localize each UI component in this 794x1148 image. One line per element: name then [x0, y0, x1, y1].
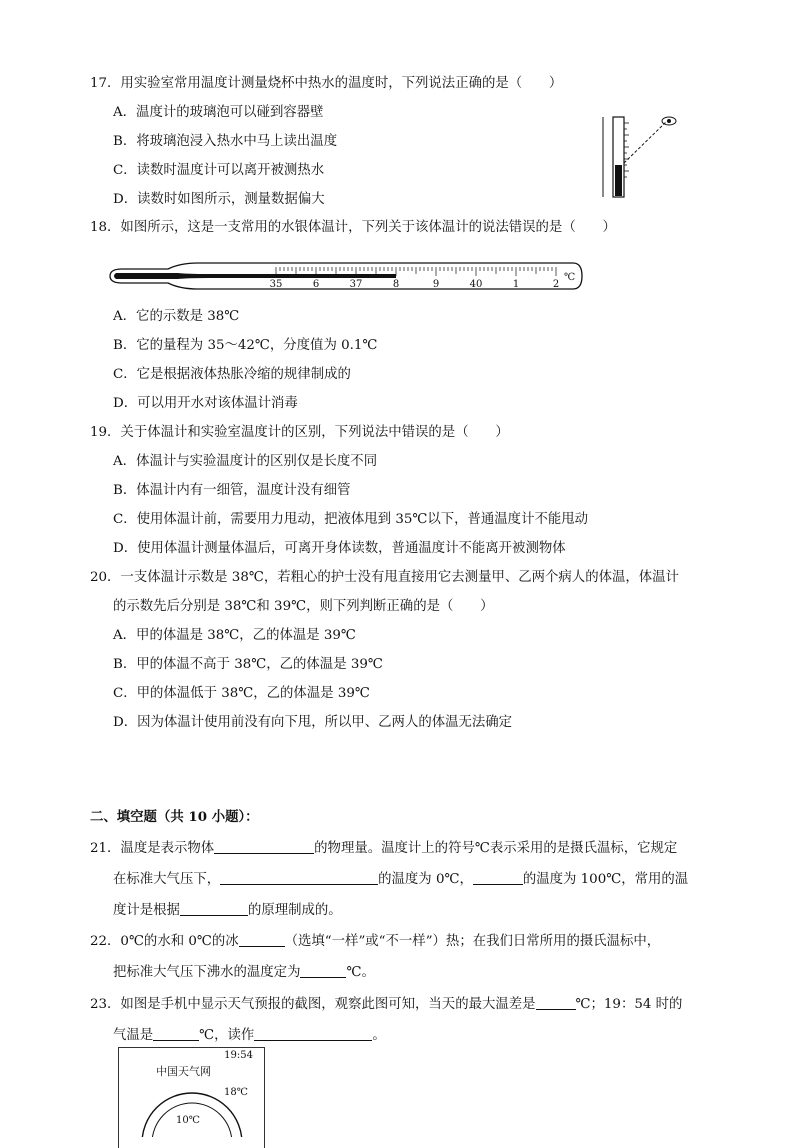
- q21-line2: [113, 870, 688, 889]
- q17-stem: 17．用实验室常用温度计测量烧杯中热水的温度时，下列说法正确的是（ ）: [90, 76, 563, 91]
- high-temperature: 18℃: [224, 1087, 248, 1098]
- q21-text-5: 的温度为 100℃，常用的温: [522, 872, 689, 887]
- q22-line1: [90, 932, 660, 951]
- q17-option-d[interactable]: D．读数时如图所示，测量数据偏大: [113, 192, 325, 207]
- q22-line2: [113, 963, 375, 982]
- q21-text-4: 的温度为 0℃，: [378, 872, 473, 887]
- q19-stem: 19．关于体温计和实验室温度计的区别，下列说法中错误的是（ ）: [90, 425, 509, 440]
- q23-line1: [90, 995, 682, 1014]
- q17-option-b[interactable]: B．将玻璃泡浸入热水中马上读出温度: [113, 134, 338, 149]
- sight-line: [624, 121, 667, 163]
- q21-text-7: 的原理制成的。: [247, 903, 342, 918]
- q21-text-6: 度计是根据: [113, 903, 180, 918]
- low-temperature: 10℃: [176, 1115, 200, 1126]
- q18-option-b[interactable]: B．它的量程为 35～42℃，分度值为 0.1℃: [113, 338, 378, 353]
- scale-label: 1: [512, 279, 520, 290]
- scale-label: 8: [392, 279, 400, 290]
- q20-stem-line1: 20．一支体温计示数是 38℃，若粗心的护士没有甩直接用它去测量甲、乙两个病人的体温，体温计: [90, 570, 679, 585]
- q20-option-a[interactable]: A．甲的体温是 38℃，乙的体温是 39℃: [113, 628, 356, 643]
- q23-text-3: 气温是: [113, 1028, 154, 1043]
- thermometer-ticks: [624, 123, 629, 177]
- q19-option-b[interactable]: B．体温计内有一细管，温度计没有细管: [113, 483, 351, 498]
- eye-icon: [662, 117, 676, 125]
- q23-line2: [113, 1026, 386, 1045]
- phone-time: 19:54: [224, 1050, 253, 1061]
- q18-option-d[interactable]: D．可以用开水对该体温计消毒: [113, 396, 298, 411]
- q21-text-2: 的物理量。温度计上的符号℃表示采用的是摄氏温标，它规定: [314, 841, 678, 856]
- q20-stem-line2: 的示数先后分别是 38℃和 39℃，则下列判断正确的是（ ）: [113, 599, 494, 614]
- q22-blank-1[interactable]: [239, 932, 285, 947]
- q23-text-4: ℃，读作: [199, 1028, 255, 1043]
- q18-option-c[interactable]: C．它是根据液体热胀冷缩的规律制成的: [113, 367, 351, 382]
- q21-blank-1[interactable]: [214, 839, 314, 854]
- q18-option-a[interactable]: A．它的示数是 38℃: [113, 309, 240, 324]
- weather-screenshot-figure: [118, 1047, 265, 1127]
- q17-option-a[interactable]: A．温度计的玻璃泡可以碰到容器壁: [113, 105, 324, 120]
- scale-label: 37: [349, 279, 363, 290]
- q22-text-4: ℃。: [346, 965, 375, 980]
- q22-text-3: 把标准大气压下沸水的温度定为: [113, 965, 301, 980]
- q23-text-1: 23．如图是手机中显示天气预报的截图，观察此图可知，当天的最大温差是: [90, 997, 536, 1012]
- q18-stem: 18．如图所示，这是一支常用的水银体温计，下列关于该体温计的说法错误的是（ ）: [90, 220, 616, 235]
- q21-text-3: 在标准大气压下，: [113, 872, 221, 887]
- unit-label: ℃: [564, 272, 576, 283]
- q23-blank-3[interactable]: [254, 1026, 372, 1041]
- clinical-thermometer-figure: [108, 259, 588, 297]
- q17-option-c[interactable]: C．读数时温度计可以离开被测热水: [113, 163, 325, 178]
- q21-blank-2[interactable]: [220, 870, 378, 885]
- section-heading: 二、填空题（共 10 小题）：: [90, 809, 259, 825]
- q19-option-c[interactable]: C．使用体温计前，需要用力甩动，把液体甩到 35℃以下，普通温度计不能甩动: [113, 512, 589, 527]
- q20-option-b[interactable]: B．甲的体温不高于 38℃，乙的体温是 39℃: [113, 657, 383, 672]
- q20-option-c[interactable]: C．甲的体温低于 38℃，乙的体温是 39℃: [113, 686, 370, 701]
- scale-label: 35: [269, 279, 283, 290]
- q23-blank-2[interactable]: [153, 1026, 199, 1041]
- q23-text-5: 。: [372, 1028, 386, 1043]
- q19-option-a[interactable]: A．体温计与实验温度计的区别仅是长度不同: [113, 454, 378, 469]
- q21-text-1: 21．温度是表示物体: [90, 841, 215, 856]
- q21-blank-4[interactable]: [180, 901, 248, 916]
- q21-blank-3[interactable]: [473, 870, 523, 885]
- q23-text-2: ℃；19：54 时的: [575, 997, 683, 1012]
- q20-option-d[interactable]: D．因为体温计使用前没有向下甩，所以甲、乙两人的体温无法确定: [113, 715, 513, 730]
- weather-site-name: 中国天气网: [156, 1065, 211, 1078]
- thermometer-reading-figure: [595, 113, 685, 203]
- thermometer-liquid: [615, 165, 622, 196]
- scale-label: 6: [312, 279, 320, 290]
- q21-line3: [113, 901, 342, 920]
- scale-label: 40: [469, 279, 483, 290]
- q22-text-1: 22．0℃的水和 0℃的冰: [90, 934, 239, 949]
- scale-label: 2: [552, 279, 560, 290]
- q19-option-d[interactable]: D．使用体温计测量体温后，可离开身体读数，普通温度计不能离开被测物体: [113, 541, 566, 556]
- q22-text-2: （选填“一样”或“不一样”）热；在我们日常所用的摄氏温标中，: [284, 934, 661, 949]
- scale-label: 9: [432, 279, 440, 290]
- q21-line1: [90, 839, 677, 858]
- q22-blank-2[interactable]: [300, 963, 346, 978]
- q23-blank-1[interactable]: [536, 995, 576, 1010]
